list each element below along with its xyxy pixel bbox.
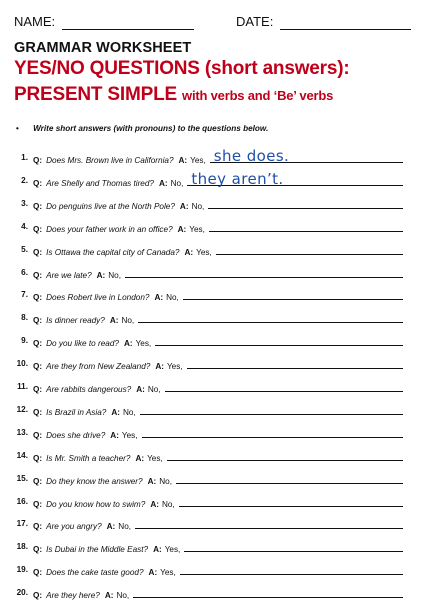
question-content [33,199,403,211]
a-label: A: [135,453,145,463]
q-label: Q: [33,201,43,211]
answer-prompt: Yes, [166,362,183,372]
question-content [33,542,403,554]
answer-blank[interactable] [184,542,403,552]
instructions [16,124,268,133]
question-content [33,497,403,509]
question-number: 18. [16,542,28,552]
answer-prompt: Yes, [164,545,181,555]
answer-blank[interactable] [125,268,403,278]
question-content [33,519,403,531]
answer-prompt: No, [108,270,122,280]
a-label: A: [150,499,159,509]
question-text: Is Mr. Smith a teacher? [46,453,131,463]
question-row [0,424,423,447]
a-label: A: [154,293,164,303]
question-text: Is Ottawa the capital city of Canada? [46,247,180,257]
a-label: A: [109,316,119,326]
answer-blank[interactable] [165,382,403,392]
question-content [33,382,403,394]
name-label: NAME: [14,14,56,29]
answer-blank[interactable] [179,497,403,507]
tense-main: PRESENT SIMPLE [14,84,177,105]
q-label: Q: [33,339,43,349]
answer-blank[interactable] [167,451,403,461]
question-content [33,222,403,234]
question-content [33,428,403,440]
q-label: Q: [33,545,43,555]
question-row [0,584,423,607]
date-field-line[interactable] [280,29,411,30]
answer-blank[interactable] [142,428,403,438]
question-text: Does Robert live in London? [46,293,150,303]
answer-blank[interactable] [135,519,403,529]
q-label: Q: [33,568,43,578]
answer-prompt: No, [118,522,132,532]
answer-prompt: No, [121,316,135,326]
q-label: Q: [33,430,43,440]
question-row [0,264,423,287]
question-number: 1. [21,153,28,162]
q-label: Q: [33,591,43,601]
question-row [0,169,423,195]
q-label: Q: [33,522,43,532]
question-text: Does she drive? [46,430,106,440]
q-label: Q: [33,476,43,486]
a-label: A: [111,407,120,417]
question-text: Is Brazil in Asia? [46,407,107,417]
question-row [0,538,423,561]
question-content [33,565,403,577]
question-row [0,286,423,309]
q-label: Q: [33,156,43,165]
question-content [33,290,403,302]
answer-prompt: Yes, [135,339,152,349]
answer-prompt: No, [159,476,172,486]
question-number: 14. [16,450,28,460]
answer-blank[interactable] [210,147,403,165]
a-label: A: [147,476,157,486]
question-content [33,588,403,600]
question-number: 6. [21,267,28,277]
answer-prompt: No, [122,407,136,417]
question-number: 10. [16,359,28,369]
question-content [33,451,403,463]
question-row [0,332,423,355]
answer-blank[interactable] [155,336,403,346]
question-text: Are they from New Zealand? [46,362,151,372]
question-text: Are rabbits dangerous? [46,385,132,394]
question-number: 13. [16,427,28,437]
question-content [33,268,403,280]
a-label: A: [158,178,168,188]
question-row [0,149,423,172]
answer-blank[interactable] [208,199,403,209]
question-text: Do penguins live at the North Pole? [46,201,175,211]
a-label: A: [178,156,188,165]
question-text: Do they know the answer? [46,476,143,486]
answer-blank[interactable] [140,405,403,415]
question-content [33,169,403,188]
question-text: Does your father work in an office? [46,224,173,234]
question-row [0,447,423,470]
worksheet-topic: YES/NO QUESTIONS (short answers): [14,58,350,79]
question-number: 20. [16,588,28,598]
question-content [33,474,403,486]
a-label: A: [153,545,162,555]
question-text: Does Mrs. Brown live in California? [46,156,174,165]
worksheet-title: GRAMMAR WORKSHEET [14,40,192,56]
a-label: A: [104,591,114,601]
answer-prompt: Yes, [147,453,163,463]
answer-prompt: No, [170,178,184,188]
question-number: 15. [16,473,28,483]
worksheet-tense [14,84,333,106]
question-text: Are they here? [46,591,100,601]
question-number: 11. [17,382,28,391]
question-number: 3. [21,198,28,208]
q-label: Q: [33,178,43,188]
question-content [33,336,403,348]
a-label: A: [96,270,106,280]
answer-prompt: No, [166,293,179,303]
question-content [33,405,403,417]
question-row [0,218,423,241]
q-label: Q: [33,316,43,326]
answer-prompt: No, [116,591,130,601]
answer-prompt: Yes, [190,156,206,165]
question-row [0,515,423,538]
question-row [0,493,423,516]
question-text: Does the cake taste good? [46,568,144,578]
tense-sub: with verbs and ‘Be’ verbs [182,88,334,103]
q-label: Q: [33,385,43,394]
a-label: A: [110,430,119,440]
question-row [0,355,423,378]
question-text: Do you like to read? [46,339,119,349]
question-row [0,195,423,218]
answer-prompt: No, [147,385,161,394]
question-number: 8. [21,313,28,323]
question-row [0,241,423,264]
question-row [0,378,423,401]
answer-blank[interactable] [133,588,403,598]
question-text: Are you angry? [46,522,102,532]
question-content [33,359,403,371]
question-row [0,401,423,424]
question-content [33,245,403,257]
answer-blank[interactable] [216,245,403,255]
q-label: Q: [33,247,43,257]
answer-prompt: No, [191,201,205,211]
answer-prompt: Yes, [160,568,176,578]
a-label: A: [179,201,189,211]
question-row [0,470,423,493]
q-label: Q: [33,293,43,303]
question-content [33,147,403,165]
handwritten-answer: she does. [213,147,290,165]
question-text: Is dinner ready? [46,316,105,326]
a-label: A: [155,362,164,372]
question-number: 16. [16,496,28,506]
question-number: 4. [21,221,28,231]
a-label: A: [123,339,133,349]
q-label: Q: [33,407,43,417]
question-row [0,561,423,584]
handwritten-answer: they aren’t. [191,169,284,188]
worksheet-header [14,14,411,32]
question-number: 12. [16,404,28,414]
question-row [0,309,423,332]
question-text: Do you know how to swim? [46,499,146,509]
q-label: Q: [33,224,43,234]
answer-blank[interactable] [187,359,403,369]
answer-blank[interactable] [176,474,403,484]
answer-blank[interactable] [187,169,403,188]
answer-prompt: Yes, [189,224,205,234]
a-label: A: [184,247,194,257]
q-label: Q: [33,499,43,509]
question-number: 9. [21,336,28,346]
bullet-icon: • [16,124,19,133]
question-text: Are Shelly and Thomas tired? [46,178,154,188]
question-text: Is Dubai in the Middle East? [46,545,149,555]
question-number: 7. [21,290,28,300]
answer-blank[interactable] [209,222,403,232]
q-label: Q: [33,270,43,280]
answer-blank[interactable] [180,565,403,575]
q-label: Q: [33,362,43,372]
a-label: A: [148,568,158,578]
a-label: A: [177,224,187,234]
answer-blank[interactable] [138,313,403,323]
question-number: 5. [21,244,28,254]
instructions-text: Write short answers (with pronouns) to the questions below. [33,124,269,133]
answer-blank[interactable] [183,290,403,300]
a-label: A: [136,385,145,394]
question-content [33,313,403,325]
q-label: Q: [33,453,43,463]
name-field-line[interactable] [62,29,194,30]
question-text: Are we late? [46,270,92,280]
question-number: 2. [21,175,28,185]
question-number: 17. [16,519,28,529]
answer-prompt: Yes, [196,247,212,257]
a-label: A: [106,522,116,532]
answer-prompt: No, [161,499,175,509]
date-label: DATE: [236,14,274,29]
answer-prompt: Yes, [121,430,138,440]
question-number: 19. [16,565,28,575]
